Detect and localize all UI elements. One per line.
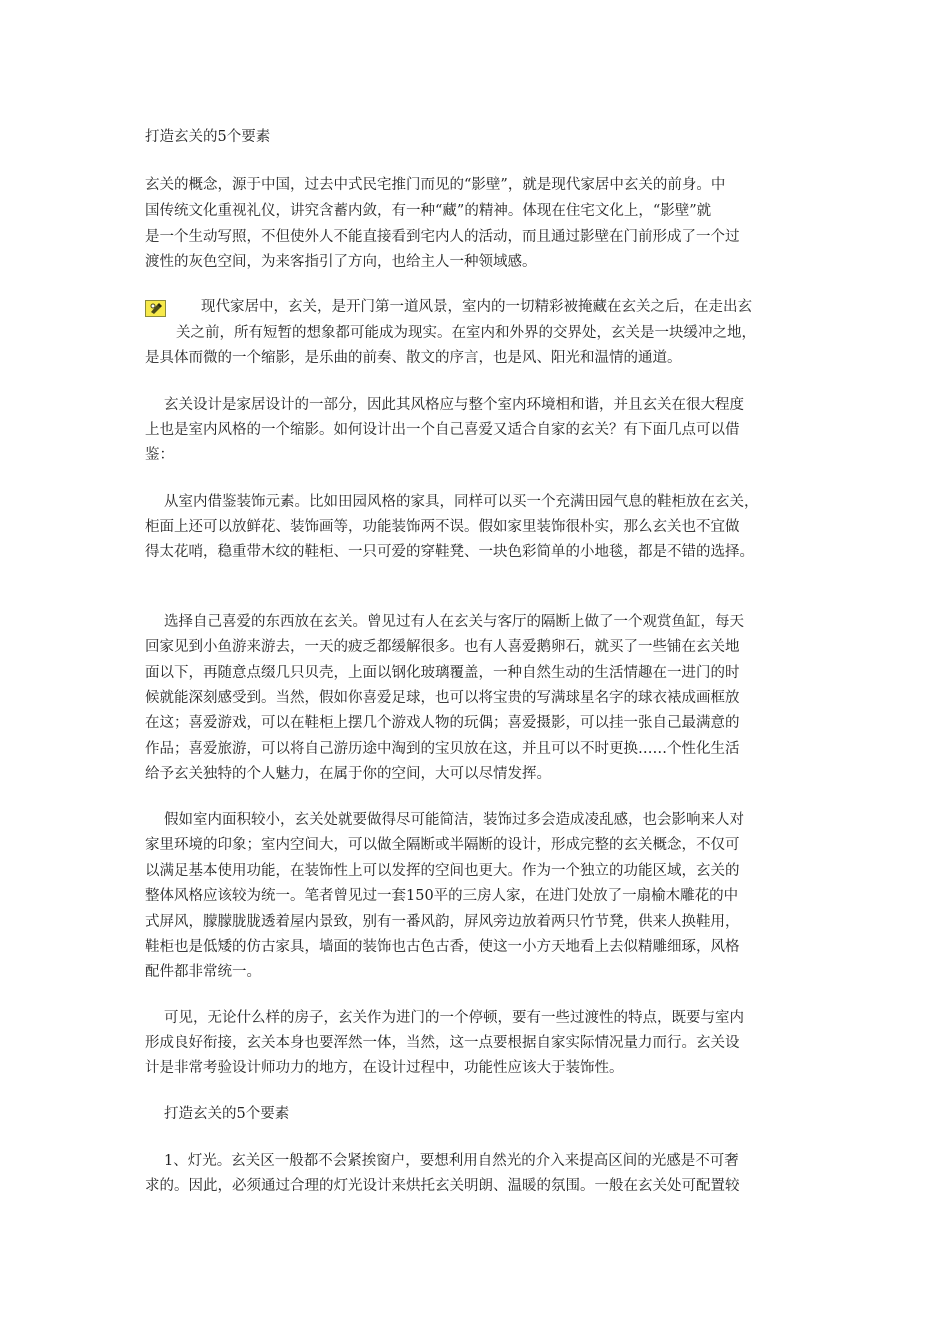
- design-line: 上也是室内风格的一个缩影。如何设计出一个自己喜爱又适合自家的玄关？有下面几点可以借: [145, 422, 740, 438]
- conclusion-line: 计是非常考验设计师功力的地方，在设计过程中，功能性应该大于装饰性。: [145, 1060, 624, 1076]
- intro-line: 玄关的概念，源于中国，过去中式民宅推门而见的“影壁”，就是现代家居中玄关的前身。中: [145, 177, 726, 193]
- point2-line: 给予玄关独特的个人魅力，在属于你的空间，大可以尽情发挥。: [145, 766, 551, 782]
- intro-line: 是一个生动写照，不但使外人不能直接看到宅内人的活动，而且通过影壁在门前形成了一个过: [145, 229, 740, 245]
- intro-line: 渡性的灰色空间，为来客指引了方向，也给主人一种领域感。: [145, 254, 537, 270]
- modern-line: 现代家居中，玄关，是开门第一道风景，室内的一切精彩被掩藏在玄关之后，在走出玄: [201, 299, 752, 315]
- section-subtitle: 打造玄关的5个要素: [164, 1106, 290, 1122]
- item1-line: 求的。因此，必须通过合理的灯光设计来烘托玄关明朗、温暖的氛围。一般在玄关处可配置较: [145, 1178, 740, 1194]
- point3-line: 鞋柜也是低矮的仿古家具，墙面的装饰也古色古香，使这一小方天地看上去似精雕细琢，风格: [145, 939, 740, 955]
- point3-line: 假如室内面积较小，玄关处就要做得尽可能简洁，装饰过多会造成凌乱感，也会影响来人对: [164, 812, 744, 828]
- point3-line: 整体风格应该较为统一。笔者曾见过一套150平的三房人家，在进门处放了一扇榆木雕花的中: [145, 888, 739, 904]
- modern-line: 是具体而微的一个缩影，是乐曲的前奏、散文的序言，也是风、阳光和温情的通道。: [145, 350, 682, 366]
- document-title: 打造玄关的5个要素: [145, 129, 271, 145]
- point1-line: 从室内借鉴装饰元素。比如田园风格的家具，同样可以买一个充满田园气息的鞋柜放在玄关，: [164, 494, 759, 510]
- point1-line: 得太花哨，稳重带木纹的鞋柜、一只可爱的穿鞋凳、一块色彩简单的小地毯，都是不错的选择。: [145, 544, 754, 560]
- point2-line: 回家见到小鱼游来游去，一天的疲乏都缓解很多。也有人喜爱鹅卵石，就买了一些铺在玄关地: [145, 639, 740, 655]
- point3-line: 以满足基本使用功能，在装饰性上可以发挥的空间也更大。作为一个独立的功能区域，玄关的: [145, 863, 740, 879]
- embedded-image-icon: [145, 300, 166, 317]
- point2-line: 选择自己喜爱的东西放在玄关。曾见过有人在玄关与客厅的隔断上做了一个观赏鱼缸，每天: [164, 614, 744, 630]
- point3-line: 配件都非常统一。: [145, 964, 261, 980]
- item1-line: 1、灯光。玄关区一般都不会紧挨窗户，要想利用自然光的介入来提高区间的光感是不可奢: [164, 1153, 739, 1169]
- point3-line: 式屏风，朦朦胧胧透着屋内景致，别有一番风韵，屏风旁边放着两只竹节凳，供来人换鞋用，: [145, 914, 740, 930]
- conclusion-line: 可见，无论什么样的房子，玄关作为进门的一个停顿，要有一些过渡性的特点，既要与室内: [164, 1010, 744, 1026]
- design-line: 玄关设计是家居设计的一部分，因此其风格应与整个室内环境相和谐，并且玄关在很大程度: [164, 397, 744, 413]
- point2-line: 面以下，再随意点缀几只贝壳，上面以钢化玻璃覆盖，一种自然生动的生活情趣在一进门的时: [145, 665, 740, 681]
- intro-line: 国传统文化重视礼仪，讲究含蓄内敛，有一种“藏”的精神。体现在住宅文化上，“影壁”就: [145, 203, 712, 219]
- point1-line: 柜面上还可以放鲜花、装饰画等，功能装饰两不误。假如家里装饰很朴实，那么玄关也不宜做: [145, 519, 740, 535]
- modern-line: 关之前，所有短暂的想象都可能成为现实。在室内和外界的交界处，玄关是一块缓冲之地，: [176, 325, 756, 341]
- conclusion-line: 形成良好衔接，玄关本身也要浑然一体，当然，这一点要根据自家实际情况量力而行。玄关设: [145, 1035, 740, 1051]
- point2-line: 候就能深刻感受到。当然，假如你喜爱足球，也可以将宝贵的写满球星名字的球衣裱成画框放: [145, 690, 740, 706]
- design-line: 鉴：: [145, 447, 174, 463]
- point2-line: 作品；喜爱旅游，可以将自己游历途中淘到的宝贝放在这，并且可以不时更换……个性化生活: [145, 741, 740, 757]
- point3-line: 家里环境的印象；室内空间大，可以做全隔断或半隔断的设计，形成完整的玄关概念，不仅可: [145, 837, 740, 853]
- point2-line: 在这；喜爱游戏，可以在鞋柜上摆几个游戏人物的玩偶；喜爱摄影，可以挂一张自己最满意的: [145, 715, 740, 731]
